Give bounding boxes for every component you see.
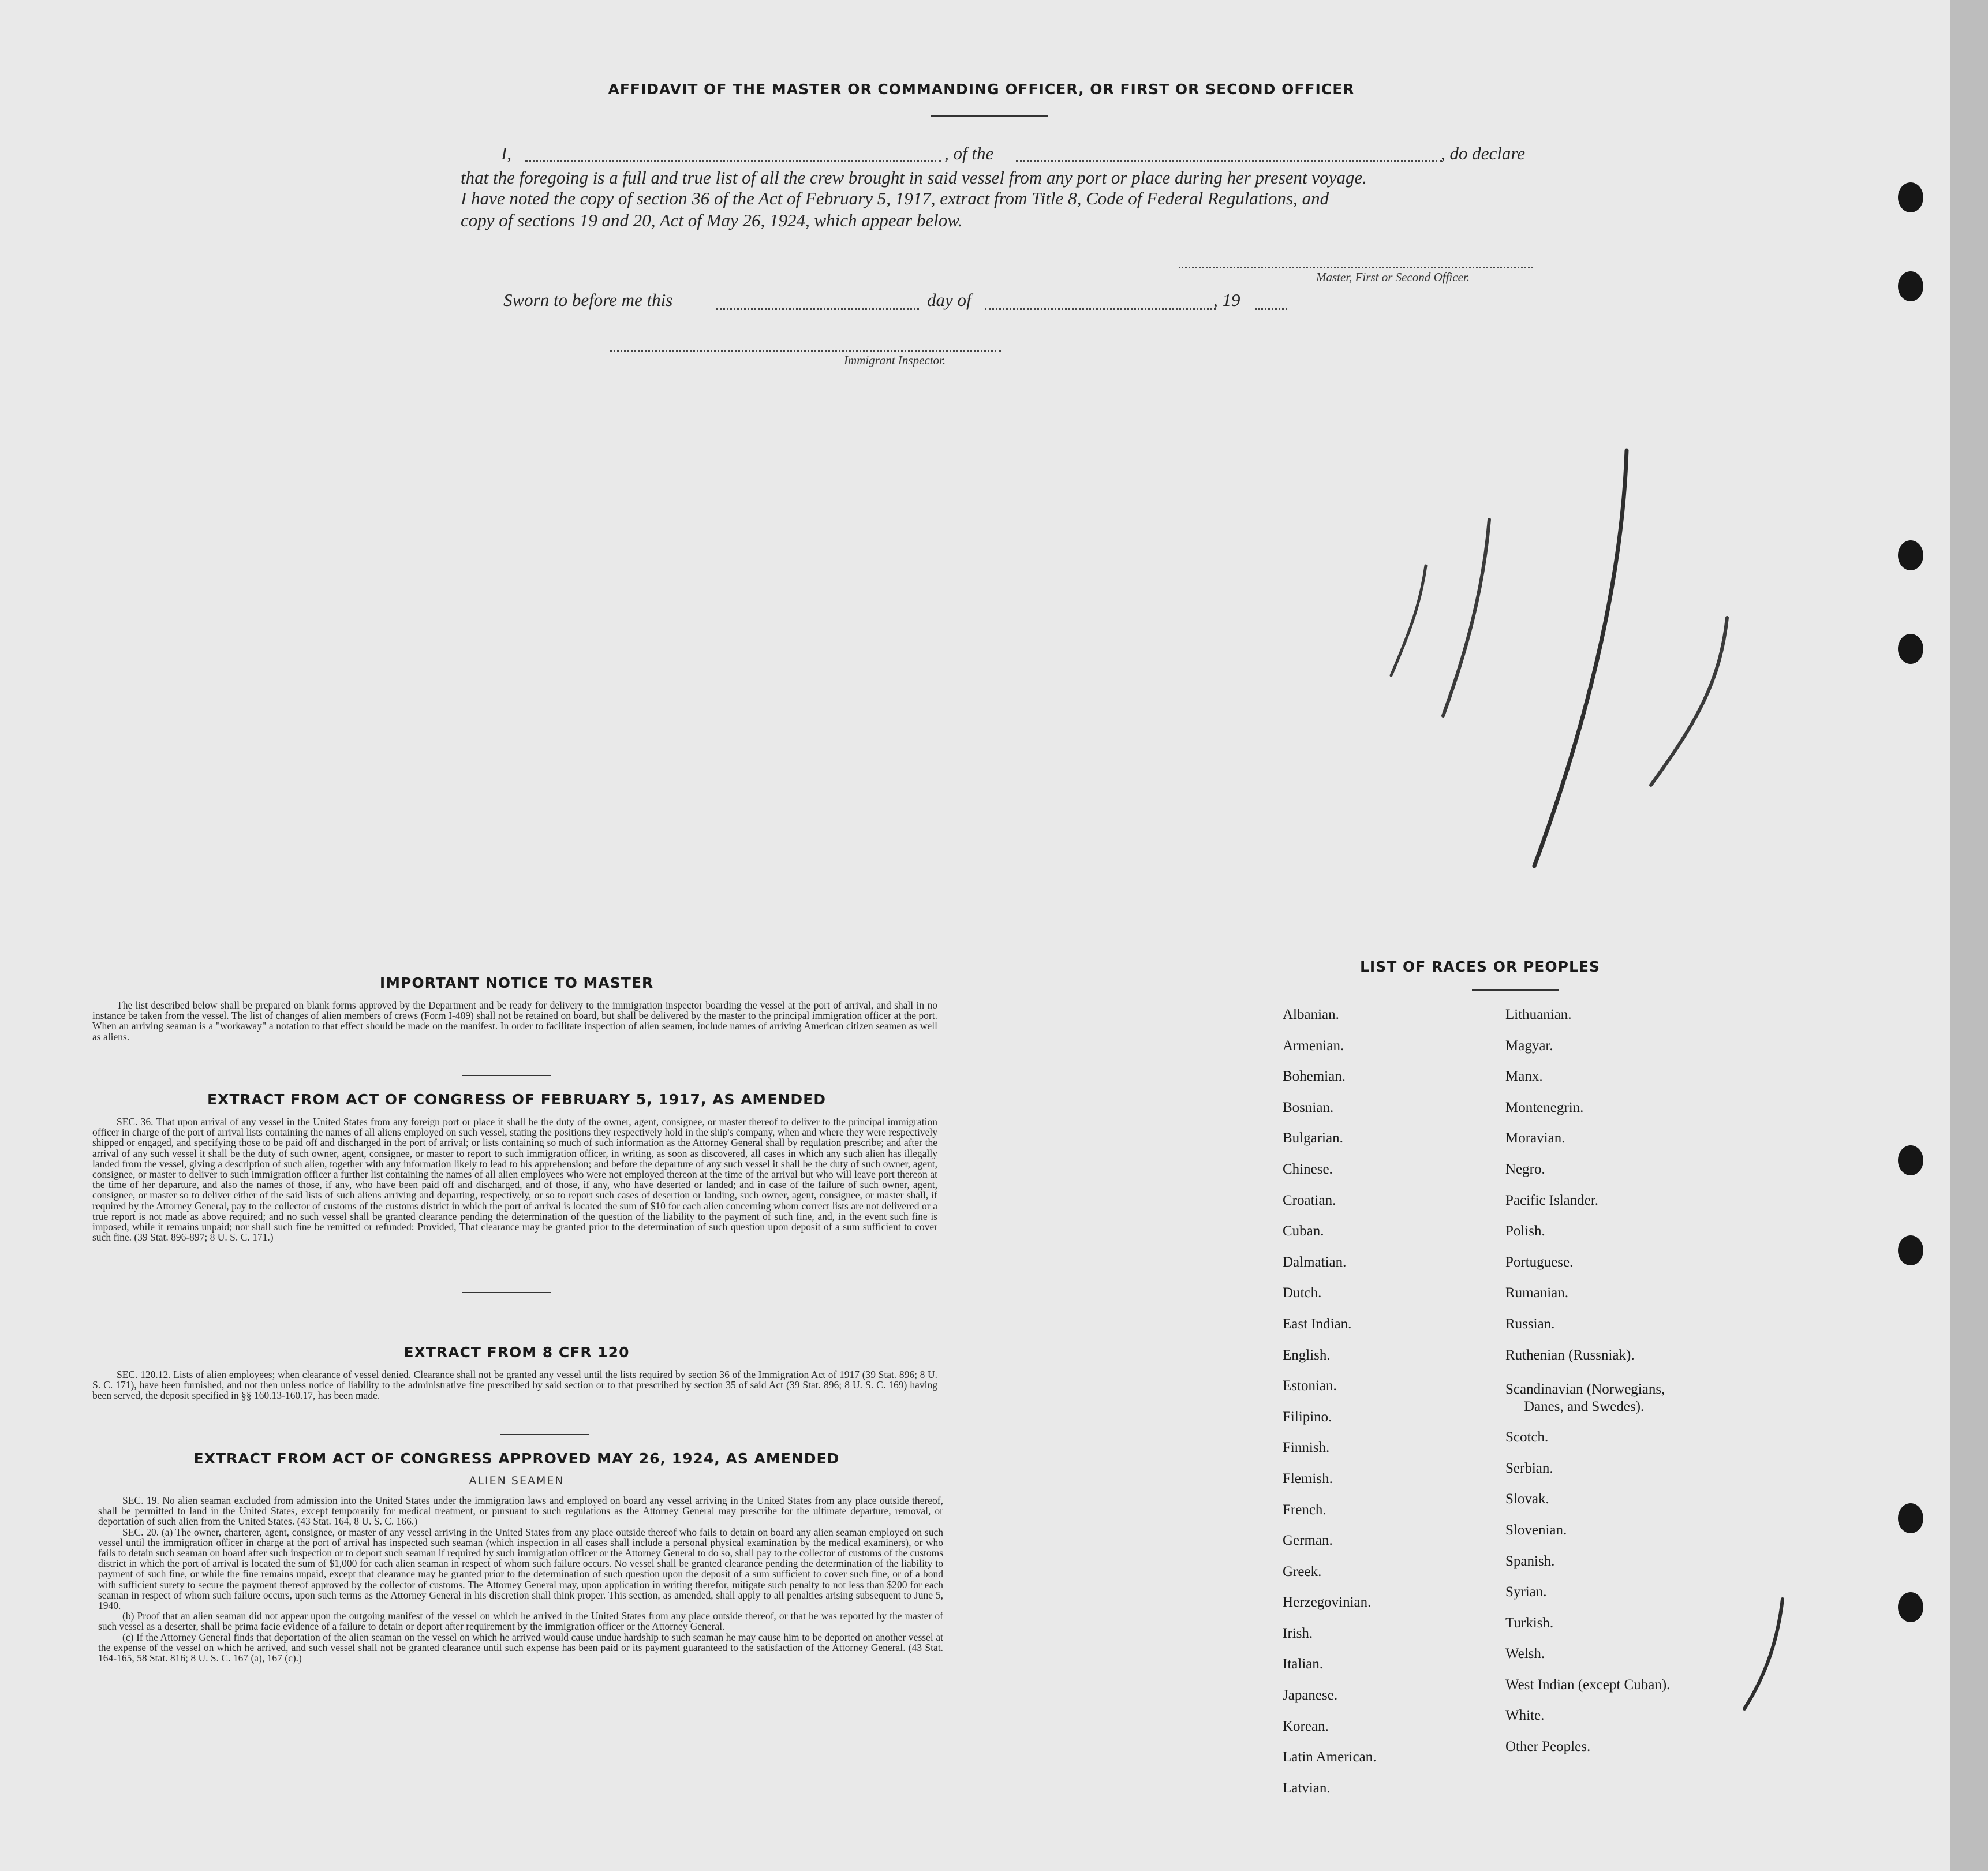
race-item: Polish.	[1505, 1223, 1545, 1239]
races-left-column	[1283, 1007, 1376, 1811]
notice-title: IMPORTANT NOTICE TO MASTER	[379, 974, 654, 991]
race-item: Negro.	[1505, 1161, 1545, 1177]
race-item: Lithuanian.	[1505, 1007, 1572, 1022]
race-item: White.	[1505, 1708, 1545, 1724]
affidavit-title: AFFIDAVIT OF THE MASTER OR COMMANDING OFFICER, OR FIRST OR SECOND OFFICER	[608, 81, 1355, 98]
sec-20a-paragraph: SEC. 20. (a) The owner, charterer, agent, consignee, or master of any vessel arriving in the United States from any place outside thereof who fails to detain on board any alien seaman employed on such vessel until the immigration officer in charge at the port of arrival has inspected such seaman (which inspection in all cases shall include a personal physical examination by the medical examiners), or who fails to detain such seaman on board after such inspection or to deport such seaman if required by such immigration officer or the Attorney General to do so, shall pay to the collector of customs of the customs district in which the port of arrival is located the sum of $1,000 for each alien seaman in respect of whom such failure occurs. No vessel shall be granted clearance pending the determination of the liability to payment of such fine, or while the fine remains unpaid, except that clearance may be granted prior to the determination of such question upon the deposit of a sum sufficient to cover such fine, or of a bond with sufficient surety to secure the payment thereof approved by the collector of customs. The Attorney General may, upon application in writing therefor, mitigate such penalty to not less than $200 for each seaman in respect of whom such failure occurs, upon such terms as the Attorney General in his discretion shall think proper. This section, as amended, shall apply to all penalties arising subsequent to June 5, 1940.	[98, 1526, 943, 1612]
punch-hole	[1898, 1235, 1923, 1265]
race-item: Latin American.	[1283, 1749, 1377, 1765]
sworn-year: , 19	[1213, 290, 1240, 310]
race-item: Bosnian.	[1283, 1099, 1334, 1115]
race-item: Dalmatian.	[1283, 1254, 1347, 1270]
inspector-signature-label: Immigrant Inspector.	[844, 353, 946, 367]
race-item: Danes, and Swedes).	[1524, 1399, 1645, 1415]
affidavit-do-declare: , do declare	[1441, 143, 1526, 163]
affidavit-of-the: , of the	[944, 143, 994, 163]
race-item: Estonian.	[1283, 1378, 1337, 1394]
sec-36-paragraph: SEC. 36. That upon arrival of any vessel in the United States from any foreign port or place it shall be the duty of the owner, agent, consignee, or master thereof to deliver to the principal immigration officer in charge of the port of arrival lists containing the names of all aliens employed on such vessel, stating the positions they respectively hold in the ship's company, when and where they were respectively shipped or engaged, and specifying those to be paid off and discharged in the port of arrival; or lists containing so much of such information as the Attorney General shall by regulation prescribe; and after the arrival of any such vessel it shall be the duty of such owner, agent, consignee, or master to report to such immigration officer, in writing, as soon as discovered, all cases in which any such alien has illegally landed from the vessel, giving a description of such alien, together with any information likely to lead to his apprehension; and before the departure of any such vessel it shall be the duty of such owner, agent, consignee, or master to deliver to such immigration officer a further list containing the names of all alien employees who were not employed thereon at the time of the arrival but who will leave port thereon at the time of her departure, and also the names of those, if any, who have been paid off and discharged, and of those, if any, who have deserted or landed; and in case of the failure of such owner, agent, consignee, or master so to deliver either of the said lists of such aliens arriving and departing, respectively, or so to report such cases of desertion or landing, such owner, agent, consignee, or master shall, if required by the Attorney General, pay to the collector of customs of the customs district in which the port of arrival is located the sum of $10 for each alien concerning whom correct lists are not delivered or a true report is not made as above required; and no such vessel shall be granted clearance pending the determination of the question of the liability to the payment of such fine, and, in the event such fine is imposed, while it remains unpaid; nor shall such fine be remitted or refunded: Provided, That clearance may be granted prior to the determination of such question upon deposit of a sum sufficient to cover such fine. (39 Stat. 896-897; 8 U. S. C. 171.)	[92, 1116, 937, 1243]
race-item: Other Peoples.	[1505, 1739, 1591, 1755]
races-divider	[1472, 989, 1559, 991]
punch-hole	[1898, 634, 1923, 664]
race-item: Scotch.	[1505, 1429, 1549, 1446]
pen-stroke	[1651, 618, 1727, 785]
race-item: English.	[1283, 1347, 1331, 1363]
race-item: Portuguese.	[1505, 1254, 1574, 1270]
sec-19-paragraph: SEC. 19. No alien seaman excluded from admission into the United States under the immigration laws and employed on board any vessel arriving in the United States from any place outside thereof, shall be permitted to land in the United States, except temporarily for medical treatment, or pursuant to such regulations as the Attorney General may prescribe for the ultimate departure, removal, or deportation of such alien from the United States. (43 Stat. 164, 8 U. S. C. 166.)	[98, 1495, 943, 1528]
races-right-column	[1505, 1007, 1670, 1770]
sworn-day-of: day of	[927, 290, 971, 310]
race-item: Cuban.	[1283, 1223, 1324, 1239]
affidavit-i: I,	[501, 143, 512, 163]
pen-stroke	[1443, 520, 1489, 716]
race-item: Moravian.	[1505, 1130, 1565, 1146]
race-item: Filipino.	[1283, 1409, 1332, 1425]
race-item: Latvian.	[1283, 1780, 1331, 1796]
extract-1924-title: EXTRACT FROM ACT OF CONGRESS APPROVED MAY 26, 1924, AS AMENDED	[193, 1450, 840, 1467]
punch-hole	[1898, 540, 1923, 570]
race-item: Rumanian.	[1505, 1285, 1569, 1301]
punch-hole	[1898, 1592, 1923, 1622]
race-item: Montenegrin.	[1505, 1099, 1584, 1115]
sec-20b-paragraph: (b) Proof that an alien seaman did not appear upon the outgoing manifest of the vessel on which he arrived in the United States from any place outside thereof, or that he was reported by the master of such vessel as a deserter, shall be prima facie evidence of a failure to detain or deport after requirement by the immigration officer or the Attorney General.	[98, 1610, 943, 1633]
punch-hole	[1898, 271, 1923, 301]
pen-stroke	[1744, 1599, 1783, 1709]
master-signature-label: Master, First or Second Officer.	[1316, 270, 1470, 284]
race-item: East Indian.	[1283, 1316, 1352, 1332]
race-item: Greek.	[1283, 1563, 1322, 1579]
race-item: Albanian.	[1283, 1007, 1339, 1022]
notice-body	[92, 1000, 937, 1042]
race-item: West Indian (except Cuban).	[1505, 1676, 1671, 1693]
affidavit-line-4: copy of sections 19 and 20, Act of May 26, 1924, which appear below.	[461, 210, 963, 230]
race-item: Chinese.	[1283, 1161, 1333, 1177]
races-title: LIST OF RACES OR PEOPLES	[1360, 958, 1600, 975]
divider-1	[462, 1075, 551, 1076]
punch-hole	[1898, 1145, 1923, 1175]
affidavit-line-2: that the foregoing is a full and true list of all the crew brought in said vessel from any port or place during her present voyage.	[461, 167, 1367, 188]
race-item: Armenian.	[1283, 1037, 1344, 1054]
race-item: Dutch.	[1283, 1285, 1322, 1301]
race-item: Spanish.	[1505, 1553, 1555, 1569]
divider-3	[500, 1434, 589, 1435]
punch-hole	[1898, 1503, 1923, 1533]
race-item: Herzegovinian.	[1283, 1594, 1372, 1611]
extract-1917-body	[92, 1116, 937, 1242]
race-item: Scandinavian (Norwegians,	[1505, 1381, 1665, 1398]
race-item: Italian.	[1283, 1656, 1324, 1672]
sworn-month-blank[interactable]	[985, 308, 1216, 310]
extract-1917-title: EXTRACT FROM ACT OF CONGRESS OF FEBRUARY 5, 1917, AS AMENDED	[207, 1091, 827, 1108]
sworn-year-blank[interactable]	[1255, 308, 1287, 310]
pen-stroke	[1534, 450, 1627, 866]
sworn-day-blank[interactable]	[716, 308, 919, 310]
race-item: Russian.	[1505, 1316, 1555, 1332]
pen-marks	[1374, 439, 1755, 877]
extract-cfr-title: EXTRACT FROM 8 CFR 120	[403, 1344, 630, 1361]
sec-120-paragraph: SEC. 120.12. Lists of alien employees; when clearance of vessel denied. Clearance shall not be granted any vessel until the lists required by section 36 of the Immigration Act of 1917 (39 Stat. 896; 8 U. S. C. 171), have been furnished, and not then unless notice of liability to the administrative fine prescribed by said section or to that prescribed by section 35 of said Act (39 Stat. 896; 8 U. S. C. 169) having been served, the deposit specified in §§ 160.13-160.17, has been made.	[92, 1369, 937, 1402]
inspector-signature-line[interactable]	[610, 350, 1001, 352]
alien-seamen-subtitle: ALIEN SEAMEN	[469, 1474, 565, 1487]
pen-mark-lower	[1732, 1593, 1795, 1715]
sec-20c-paragraph: (c) If the Attorney General finds that deportation of the alien seaman on the vessel on which he arrived would cause undue hardship to such seaman he may cause him to be deported on another vessel at the expense of the vessel on which he arrived, and such vessel shall not be granted clearance until such expense has been paid or its payment guaranteed to the satisfaction of the Attorney General. (43 Stat. 164-165, 58 Stat. 816; 8 U. S. C. 167 (a), 167 (c).)	[98, 1631, 943, 1664]
race-item: Bohemian.	[1283, 1069, 1346, 1085]
race-item: Finnish.	[1283, 1440, 1330, 1456]
race-item: Slovak.	[1505, 1491, 1549, 1507]
race-item: French.	[1283, 1502, 1326, 1518]
extract-cfr-body	[92, 1369, 937, 1401]
punch-hole	[1898, 182, 1923, 212]
race-item: Irish.	[1283, 1625, 1313, 1641]
race-item: Slovenian.	[1505, 1522, 1567, 1538]
sworn-text: Sworn to before me this	[503, 290, 673, 310]
race-item: Flemish.	[1283, 1470, 1333, 1487]
name-blank[interactable]	[525, 160, 941, 162]
affidavit-line-3: I have noted the copy of section 36 of the Act of February 5, 1917, extract from Title 8, Code of Federal Regulations, and	[461, 188, 1329, 208]
master-signature-line[interactable]	[1179, 267, 1533, 268]
race-item: Magyar.	[1505, 1037, 1553, 1054]
race-item: Ruthenian (Russniak).	[1505, 1347, 1635, 1363]
race-item: Serbian.	[1505, 1460, 1553, 1476]
title-divider	[931, 115, 1048, 117]
vessel-blank[interactable]	[1016, 160, 1442, 162]
race-item: Korean.	[1283, 1718, 1329, 1734]
race-item: Syrian.	[1505, 1584, 1547, 1600]
race-item: German.	[1283, 1533, 1333, 1549]
page-edge	[1950, 0, 1988, 1871]
race-item: Japanese.	[1283, 1687, 1338, 1704]
pen-stroke	[1391, 566, 1426, 675]
race-item: Pacific Islander.	[1505, 1192, 1599, 1208]
race-item: Bulgarian.	[1283, 1130, 1343, 1146]
race-item: Turkish.	[1505, 1615, 1554, 1631]
notice-paragraph: The list described below shall be prepared on blank forms approved by the Department and be ready for delivery to the immigration inspector boarding the vessel at the port of arrival, and shall in no instance be taken from the vessel. The list of changes of alien members of crews (Form I-489) shall not be retained on board, but shall be delivered by the master to the principal immigration officer at the port. When an arriving seaman is a "workaway" a notation to that effect should be made on the manifest. In order to facilitate inspection of alien seamen, include names of arriving American citizen seamen as well as aliens.	[92, 999, 937, 1043]
divider-2	[462, 1292, 551, 1293]
extract-1924-body	[98, 1495, 943, 1663]
race-item: Welsh.	[1505, 1646, 1545, 1662]
race-item: Croatian.	[1283, 1192, 1336, 1208]
race-item: Manx.	[1505, 1069, 1543, 1085]
